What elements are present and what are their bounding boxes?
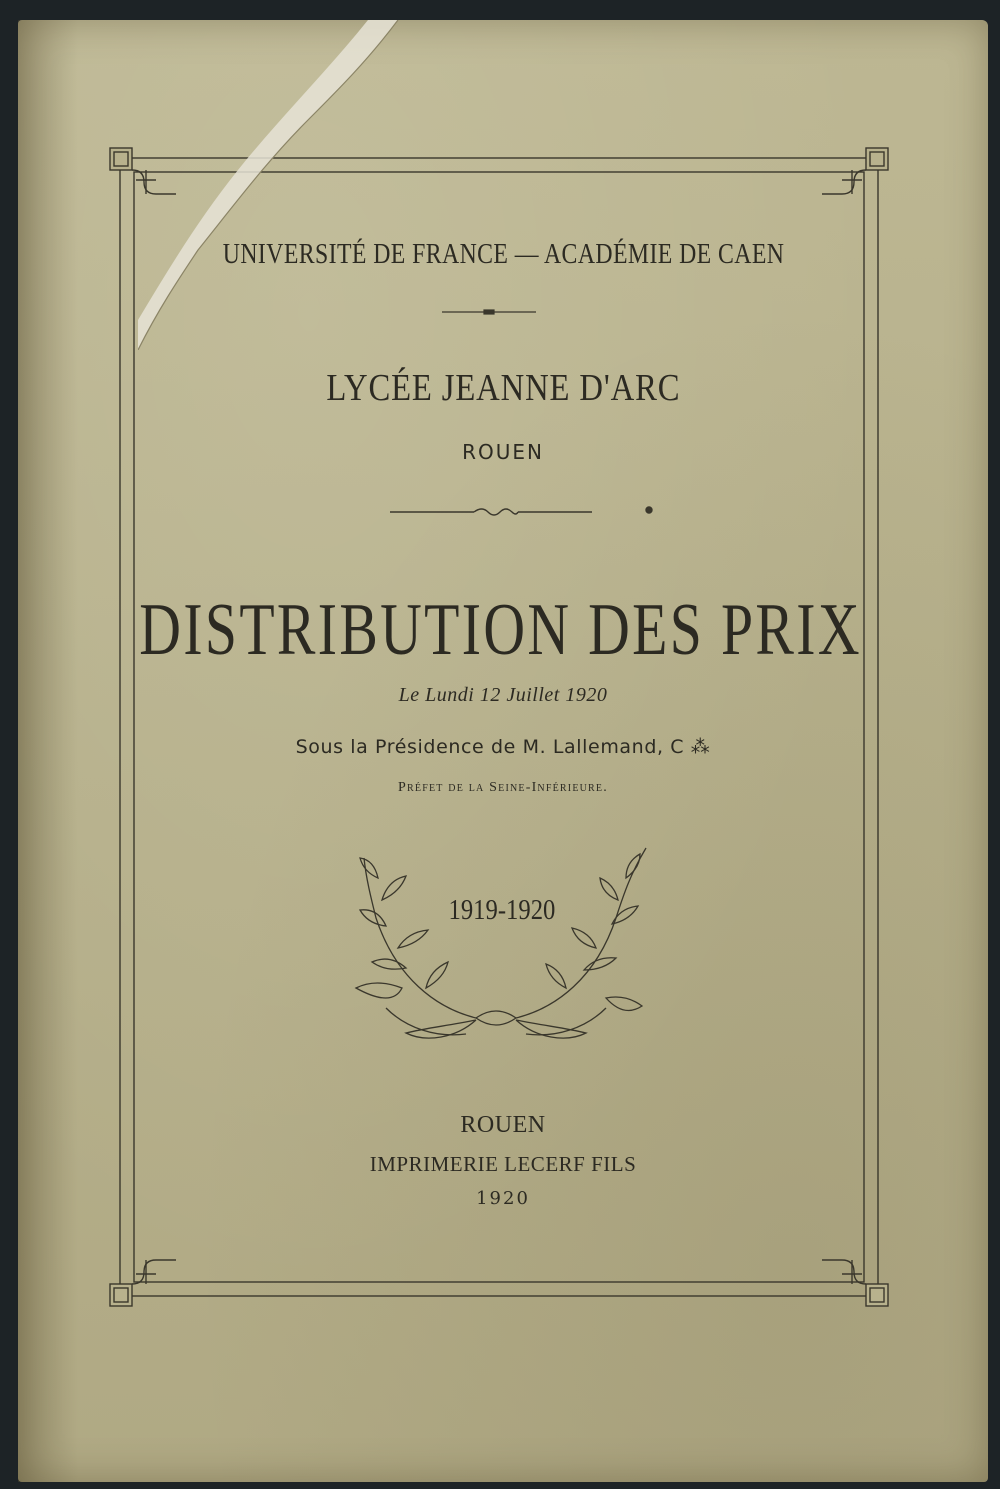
- publisher-city: ROUEN: [460, 1112, 546, 1138]
- publication-year: 1920: [476, 1188, 530, 1209]
- torn-corner: [138, 20, 438, 350]
- presidence-line: Sous la Présidence de M. Lallemand, C ⁂: [295, 736, 711, 758]
- prefet-line: Préfet de la Seine-Inférieure.: [398, 780, 608, 795]
- laurel-wreath-icon: [326, 838, 666, 1048]
- university-header: UNIVERSITÉ DE FRANCE — ACADÉMIE DE CAEN: [222, 238, 785, 270]
- ceremony-date: Le Lundi 12 Juillet 1920: [398, 684, 608, 706]
- school-city: ROUEN: [462, 440, 544, 464]
- booklet-cover: [18, 20, 988, 1482]
- printer-name: IMPRIMERIE LECERF FILS: [369, 1152, 637, 1176]
- small-divider-icon: [442, 310, 536, 314]
- school-name: LYCÉE JEANNE D'ARC: [326, 367, 681, 409]
- school-year: 1919-1920: [448, 894, 556, 926]
- page-title: DISTRIBUTION DES PRIX: [139, 589, 862, 671]
- ornamental-divider-icon: [390, 507, 652, 515]
